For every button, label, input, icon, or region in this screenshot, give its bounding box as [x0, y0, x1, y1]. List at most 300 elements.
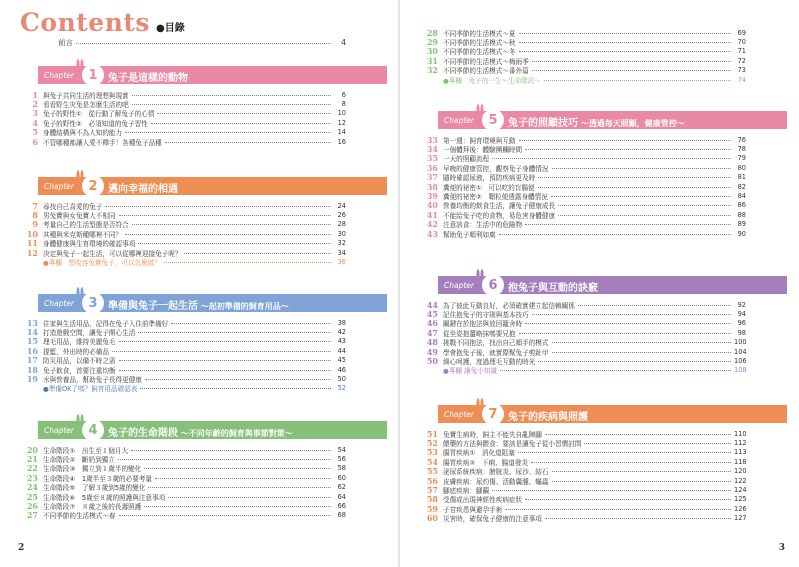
toc-entry[interactable] — [424, 47, 746, 56]
toc-entry[interactable] — [424, 319, 746, 328]
entry-title: 挑戰不同抱法，找出自己順手的模式 — [443, 339, 549, 348]
leader-dots — [492, 157, 731, 159]
note-page: 36 — [337, 258, 346, 267]
toc-entry[interactable] — [24, 220, 346, 229]
toc-entry[interactable] — [424, 220, 746, 229]
entry-title: 理毛用品，維持美麗兔毛 — [43, 338, 116, 347]
leader-dots — [148, 486, 331, 488]
entry-title: 記住抱兔子的守則與基本技巧 — [443, 311, 529, 320]
entry-page: 81 — [737, 173, 746, 182]
chapter-label: Chapter — [444, 116, 474, 125]
toc-entry[interactable] — [24, 337, 346, 346]
entry-number: 13 — [26, 317, 38, 328]
entry-number: 6 — [32, 136, 38, 147]
leader-dots — [132, 103, 331, 105]
toc-entry[interactable] — [24, 473, 346, 482]
entry-number: 51 — [426, 428, 438, 439]
toc-entry[interactable] — [24, 248, 346, 257]
entry-number: 30 — [426, 46, 438, 57]
toc-entry[interactable] — [24, 90, 346, 99]
entry-number: 55 — [426, 466, 438, 477]
entry-page: 28 — [337, 220, 346, 229]
toc-entry[interactable] — [424, 28, 746, 37]
entry-number: 14 — [26, 327, 38, 338]
leader-dots — [525, 498, 731, 500]
entry-title: 為了彼此互動良好，必須確實建立起信賴關係 — [443, 301, 575, 310]
toc-entry[interactable] — [424, 467, 746, 476]
toc-entry[interactable] — [424, 191, 746, 200]
entry-page: 54 — [337, 445, 346, 454]
leader-dots — [131, 449, 331, 451]
entry-page: 80 — [737, 163, 746, 172]
toc-entry[interactable] — [424, 429, 746, 438]
chapter-number: 5 — [482, 109, 504, 131]
entry-page: 104 — [734, 347, 747, 356]
entry-page: 86 — [737, 201, 746, 210]
chapter-number: 1 — [82, 64, 104, 86]
toc-entry[interactable] — [24, 239, 346, 248]
entry-number: 31 — [426, 55, 438, 66]
leader-dots — [519, 332, 731, 334]
entry-title: 生命階段④ 1歲半至３歲的必要考量 — [43, 474, 153, 483]
entry-page: 50 — [337, 375, 346, 384]
entry-number: 54 — [426, 456, 438, 467]
leader-dots — [538, 186, 731, 188]
chapter-banner[interactable] — [38, 177, 387, 195]
chapter-subtitle: ～透過每天照顧，健康管控～ — [578, 119, 685, 128]
entry-title: 防災用品，以備不時之需 — [43, 357, 116, 366]
entry-number: 36 — [426, 162, 438, 173]
entry-title: 不同季節的生活模式～夏 — [443, 29, 516, 38]
leader-dots — [499, 233, 731, 235]
leader-dots — [531, 461, 731, 463]
entry-title: 腳底疾病：腳繭 — [443, 487, 490, 496]
leader-dots — [519, 41, 731, 43]
entry-title: 兔寶生病時，飼主不能失自亂陣腳 — [443, 430, 542, 439]
chapter-banner[interactable] — [438, 405, 787, 423]
chapter-number: 6 — [482, 274, 504, 296]
toc-entry[interactable] — [24, 109, 346, 118]
leader-dots — [525, 322, 731, 324]
entry-page: 46 — [337, 365, 346, 374]
entry-page: 73 — [737, 66, 746, 75]
toc-entry[interactable] — [24, 374, 346, 383]
chapter-banner[interactable] — [438, 276, 787, 294]
chapter-banner[interactable] — [38, 66, 387, 84]
chapter-items — [24, 318, 346, 393]
leader-dots — [76, 42, 331, 44]
entry-number: 18 — [26, 364, 38, 375]
leader-dots — [125, 131, 331, 133]
entry-title: 生命階段⑥ 5歲至８歲的照護與注意事項 — [43, 493, 166, 502]
entry-number: 1 — [32, 89, 38, 100]
toc-entry[interactable] — [424, 173, 746, 182]
entry-page: 98 — [737, 328, 746, 337]
entry-number: 44 — [426, 299, 438, 310]
toc-entry[interactable] — [24, 346, 346, 355]
left-page — [0, 0, 399, 567]
chapter-label: Chapter — [444, 410, 474, 419]
entry-number: 4 — [32, 117, 38, 128]
entry-title: 餵藥的方法與餵食：要該是讓兔子從小習慣討問 — [443, 440, 582, 449]
leader-dots — [558, 204, 731, 206]
entry-title: 提籃，外出時的必備品 — [43, 347, 109, 356]
toc-entry[interactable] — [24, 464, 346, 473]
entry-page: 96 — [737, 319, 746, 328]
entry-title: 糞便的祕密② 顆粒便透露身體情況 — [443, 193, 548, 202]
entry-title: 身體結構與不為人知的能力 — [43, 129, 123, 138]
chapter-items — [424, 429, 746, 523]
entry-number: 52 — [426, 438, 438, 449]
toc-entry[interactable] — [424, 182, 746, 191]
entry-number: 50 — [426, 356, 438, 367]
entry-number: 22 — [26, 463, 38, 474]
entry-page: 6 — [341, 90, 346, 99]
toc-entry[interactable] — [424, 210, 746, 219]
toc-entry[interactable] — [424, 495, 746, 504]
entry-number: 59 — [426, 503, 438, 514]
leader-dots — [532, 60, 731, 62]
entry-page: 82 — [737, 182, 746, 191]
entry-page: 68 — [337, 511, 346, 520]
entry-number: 56 — [426, 475, 438, 486]
chapter-label: Chapter — [44, 426, 74, 435]
entry-title: 皮膚疾病：尿灼傷、活動囊腫、蟎蟲 — [443, 477, 549, 486]
chapter-label: Chapter — [44, 182, 74, 191]
column-note-entry[interactable] — [424, 366, 746, 375]
entry-title: 細心呵護，度過理毛互動的時光 — [443, 358, 536, 367]
entry-page: 10 — [337, 109, 346, 118]
entry-title: 泌尿系統疾病：膀胱炎、尿沙、結石 — [443, 468, 549, 477]
entry-page: 76 — [737, 135, 746, 144]
toc-entry[interactable] — [424, 356, 746, 365]
toc-entry[interactable] — [424, 448, 746, 457]
chapter-section — [400, 28, 799, 84]
leader-dots — [552, 167, 732, 169]
column-note-entry[interactable] — [24, 384, 346, 393]
toc-entry[interactable] — [424, 300, 746, 309]
toc-entry[interactable] — [424, 514, 746, 523]
leader-dots — [551, 195, 731, 197]
entry-page: 125 — [734, 495, 747, 504]
leader-dots — [552, 351, 732, 353]
toc-entry[interactable] — [24, 128, 346, 137]
chapter-label: Chapter — [444, 281, 474, 290]
entry-title: 生命階段③ 獨立到１歲半的變化 — [43, 465, 142, 474]
leader-dots — [168, 496, 331, 498]
contents-subtitle: ●目錄 — [156, 23, 185, 34]
toc-entry[interactable] — [24, 511, 346, 520]
leader-dots — [545, 433, 731, 435]
leader-dots — [164, 261, 331, 263]
leader-dots — [119, 340, 331, 342]
entry-page: 8 — [341, 100, 346, 109]
right-page-number: 3 — [778, 543, 785, 553]
entry-page: 84 — [737, 192, 746, 201]
leader-dots — [119, 214, 331, 216]
toc-entry[interactable] — [424, 56, 746, 65]
toc-entry[interactable] — [24, 356, 346, 365]
chapter-items — [424, 300, 746, 375]
chapter-title: 準備與兔子一起生活 ～起初準備的飼育用品～ — [108, 301, 289, 312]
preface-row[interactable] — [58, 37, 346, 48]
entry-title: 腸胃疾病② 下痢、腸道發炎 — [443, 458, 529, 467]
leader-dots — [157, 112, 331, 114]
toc-entry[interactable] — [24, 201, 346, 210]
entry-number: 58 — [426, 494, 438, 505]
toc-entry[interactable] — [424, 229, 746, 238]
entry-title: 受傷或出現神經性疾病症狀 — [443, 496, 523, 505]
entry-page: 118 — [734, 457, 747, 466]
entry-title: 災害時，確保兔子健康的注意事項 — [443, 515, 542, 524]
entry-title: 腸胃疾病① 消化道阻塞 — [443, 449, 515, 458]
entry-number: 35 — [426, 153, 438, 164]
chapter-banner[interactable] — [38, 421, 387, 439]
entry-page: 12 — [337, 118, 346, 127]
entry-number: 23 — [26, 472, 38, 483]
entry-page: 56 — [337, 455, 346, 464]
entry-page: 14 — [337, 128, 346, 137]
entry-page: 62 — [337, 483, 346, 492]
toc-entry[interactable] — [24, 229, 346, 238]
entry-page: 30 — [337, 229, 346, 238]
toc-entry[interactable] — [424, 347, 746, 356]
chapter-banner[interactable] — [38, 294, 387, 312]
toc-entry[interactable] — [24, 137, 346, 146]
entry-title: 第一週：飼育環境與互動 — [443, 136, 516, 145]
entry-page: 124 — [734, 486, 747, 495]
entry-page: 78 — [737, 145, 746, 154]
entry-page: 127 — [734, 514, 747, 523]
entry-page: 58 — [337, 464, 346, 473]
entry-title: 關鍵在於抱法與放回籠舍時 — [443, 320, 523, 329]
preface-page: 4 — [341, 38, 346, 47]
toc-entry[interactable] — [424, 476, 746, 485]
note-title: ●專欄 想收容兔寶兔子，可以怎麼做？ — [43, 259, 161, 268]
chapter-label: Chapter — [44, 71, 74, 80]
chapter-items — [24, 201, 346, 267]
toc-entry[interactable] — [424, 66, 746, 75]
toc-entry[interactable] — [424, 163, 746, 172]
entry-page: 72 — [737, 56, 746, 65]
chapter-number: 3 — [82, 292, 104, 314]
entry-number: 27 — [26, 510, 38, 521]
entry-page: 43 — [337, 337, 346, 346]
leader-dots — [165, 141, 331, 143]
entry-page: 69 — [737, 28, 746, 37]
toc-entry[interactable] — [424, 338, 746, 347]
entry-title: 身體健康與生育環境的確認事項 — [43, 240, 136, 249]
entry-number: 43 — [426, 228, 438, 239]
leader-dots — [105, 205, 331, 207]
entry-title: 隨時確認尿液，預防疾病更及時 — [443, 174, 536, 183]
chapter-title: 兔子的照顧技巧 ～透過每天照顧，健康管控～ — [508, 118, 685, 129]
leader-dots — [119, 359, 331, 361]
entry-number: 19 — [26, 374, 38, 385]
leader-dots — [519, 32, 731, 34]
toc-entry[interactable] — [424, 144, 746, 153]
entry-page: 34 — [337, 248, 346, 257]
entry-number: 21 — [26, 454, 38, 465]
toc-entry[interactable] — [424, 154, 746, 163]
leader-dots — [558, 214, 731, 216]
entry-number: 28 — [426, 27, 438, 38]
entry-number: 10 — [26, 228, 38, 239]
toc-entry[interactable] — [24, 445, 346, 454]
entry-number: 41 — [426, 209, 438, 220]
entry-number: 40 — [426, 200, 438, 211]
entry-number: 47 — [426, 327, 438, 338]
entry-number: 34 — [426, 144, 438, 155]
leader-dots — [584, 442, 731, 444]
entry-page: 64 — [337, 492, 346, 501]
right-page — [400, 0, 799, 567]
entry-page: 126 — [734, 504, 747, 513]
toc-entry[interactable] — [24, 365, 346, 374]
entry-number: 49 — [426, 346, 438, 357]
chapter-items — [424, 135, 746, 238]
leader-dots — [552, 341, 732, 343]
entry-title: 考量自己的生活型態是否符合 — [43, 221, 129, 230]
leader-dots — [525, 148, 731, 150]
chapter-items — [24, 445, 346, 520]
toc-entry[interactable] — [424, 438, 746, 447]
toc-entry[interactable] — [424, 37, 746, 46]
leader-dots — [519, 139, 731, 141]
chapter-title: 抱兔子與互動的訣竅 — [508, 283, 598, 294]
leader-dots — [532, 69, 731, 71]
chapter-subtitle: ～不同年齡的飼育與事節對策～ — [178, 429, 293, 438]
toc-entry[interactable] — [424, 201, 746, 210]
entry-title: 兔子飲食，首要注重均衡 — [43, 366, 116, 375]
toc-entry[interactable] — [24, 483, 346, 492]
entry-number: 16 — [26, 345, 38, 356]
contents-title: Contents — [20, 8, 151, 37]
toc-entry[interactable] — [24, 210, 346, 219]
entry-title: 男兔寶與女兔寶大不相同 — [43, 212, 116, 221]
entry-page: 45 — [337, 356, 346, 365]
toc-entry[interactable] — [424, 457, 746, 466]
entry-page: 79 — [737, 154, 746, 163]
chapter-section — [0, 177, 399, 267]
entry-number: 17 — [26, 355, 38, 366]
entry-page: 92 — [737, 300, 746, 309]
entry-number: 45 — [426, 309, 438, 320]
entry-number: 48 — [426, 337, 438, 348]
toc-entry[interactable] — [24, 492, 346, 501]
note-title: ●準備OK了嗎？飼育用品確認表 — [43, 385, 138, 394]
leader-dots — [119, 514, 331, 516]
entry-title: 注意該食：生活中的危險物 — [443, 221, 523, 230]
leader-dots — [538, 176, 731, 178]
column-note-entry[interactable] — [24, 257, 346, 266]
chapter-title: 兔子的生命階段 ～不同年齡的飼育與事節對策～ — [108, 428, 293, 439]
leader-dots — [112, 350, 331, 352]
toc-entry[interactable] — [24, 327, 346, 336]
entry-number: 9 — [32, 219, 38, 230]
leader-dots — [132, 223, 331, 225]
entry-page: 94 — [737, 310, 746, 319]
leader-dots — [538, 360, 731, 362]
entry-title: 生命階段① 出生至１個月大 — [43, 446, 129, 455]
entry-page: 122 — [734, 476, 747, 485]
entry-page: 44 — [337, 346, 346, 355]
entry-number: 42 — [426, 219, 438, 230]
chapter-banner[interactable] — [438, 111, 787, 129]
entry-number: 39 — [426, 191, 438, 202]
leader-dots — [532, 313, 731, 315]
chapter-title: 兔子是這樣的動物 — [108, 73, 188, 84]
entry-title: 不同季節的生活模式～梅雨季 — [443, 57, 529, 66]
entry-title: 與兔子共同生活的理想與現實 — [43, 91, 129, 100]
entry-page: 113 — [734, 448, 747, 457]
leader-dots — [138, 242, 331, 244]
toc-entry[interactable] — [424, 504, 746, 513]
entry-title: 一個體拜後：體驗團欄時間 — [443, 146, 523, 155]
entry-title: 決定與兔子一起生活，可以從哪裡迎接兔子呢？ — [43, 249, 182, 258]
leader-dots — [578, 304, 731, 306]
entry-title: 子宮疾患與避孕手術 — [443, 505, 503, 514]
chapter-section — [0, 66, 399, 146]
entry-page: 120 — [734, 467, 747, 476]
chapter-number: 2 — [82, 175, 104, 197]
entry-title: 住家與生活用品，記得在兔子入住前準備好 — [43, 319, 169, 328]
toc-entry[interactable] — [424, 485, 746, 494]
chapter-items — [24, 90, 346, 146]
chapter-section — [0, 421, 399, 520]
entry-page: 71 — [737, 47, 746, 56]
toc-entry[interactable] — [24, 318, 346, 327]
entry-page: 42 — [337, 328, 346, 337]
entry-number: 20 — [26, 444, 38, 455]
entry-title: 不同季節的生活模式～秋 — [443, 39, 516, 48]
leader-dots — [155, 477, 331, 479]
entry-number: 5 — [32, 127, 38, 138]
chapter-items — [424, 28, 746, 84]
note-page: 52 — [337, 384, 346, 393]
toc-entry[interactable] — [424, 135, 746, 144]
toc-entry[interactable] — [24, 118, 346, 127]
entry-page: 70 — [737, 38, 746, 47]
leader-dots — [119, 369, 331, 371]
column-note-entry[interactable] — [424, 75, 746, 84]
entry-title: 糞便的祕密① 可以吃的盲腸便 — [443, 183, 535, 192]
entry-title: 其種與米克斯種哪裡不同？ — [43, 230, 123, 239]
leader-dots — [552, 470, 732, 472]
toc-entry[interactable] — [424, 328, 746, 337]
entry-page: 112 — [734, 439, 747, 448]
note-title: ●專欄 兔子的一生～生命階段～ — [443, 76, 542, 85]
toc-entry[interactable] — [24, 454, 346, 463]
toc-entry[interactable] — [424, 309, 746, 318]
leader-dots — [125, 233, 331, 235]
entry-number: 24 — [26, 482, 38, 493]
entry-number: 25 — [26, 491, 38, 502]
toc-entry[interactable] — [24, 99, 346, 108]
entry-number: 33 — [426, 134, 438, 145]
toc-entry[interactable] — [24, 501, 346, 510]
entry-page: 16 — [337, 137, 346, 146]
entry-number: 15 — [26, 336, 38, 347]
entry-number: 7 — [32, 200, 38, 211]
note-page: 74 — [737, 75, 746, 84]
entry-title: 生命階段⑤ 了解３歲到5歲的變化 — [43, 484, 146, 493]
entry-title: 生命階段⑦ ８歲之後的長壽照護 — [43, 503, 142, 512]
chapter-section — [400, 276, 799, 375]
entry-number: 11 — [26, 238, 38, 249]
leader-dots — [525, 223, 731, 225]
entry-title: 兔子的野性① 從行動了解兔子的心情 — [43, 110, 155, 119]
